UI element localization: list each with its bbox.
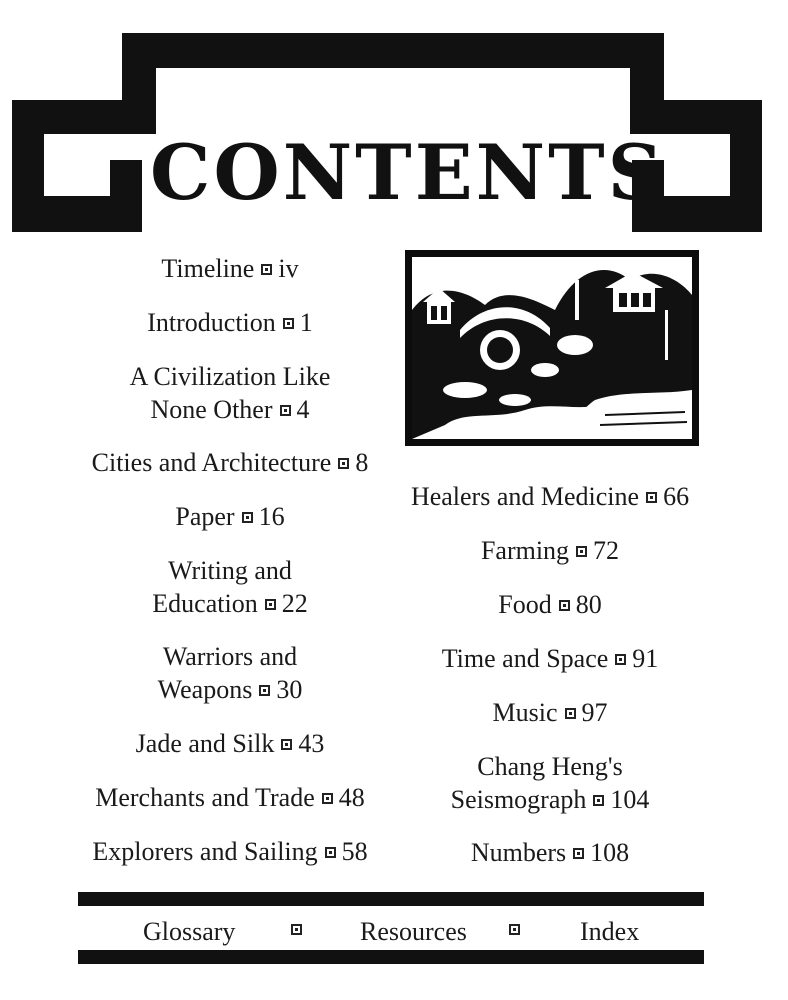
entry-label: Numbers (470, 838, 567, 867)
entry-label: Food (498, 590, 552, 619)
toc-entry-paper[interactable] (70, 500, 390, 533)
square-spiral-bullet-icon (259, 685, 270, 696)
toc-entry-warriors[interactable] (70, 640, 390, 706)
entry-label: Healers and Medicine (410, 482, 640, 511)
footer-link-resources[interactable]: Resources (360, 917, 467, 946)
toc-entry-farming[interactable] (400, 534, 700, 567)
entry-label: Cities and Architecture (91, 448, 332, 477)
entry-page: 1 (299, 308, 313, 337)
entry-label: Timeline (161, 254, 255, 283)
square-spiral-bullet-icon (615, 654, 626, 665)
square-spiral-bullet-icon (646, 492, 657, 503)
toc-entry-time-space[interactable] (400, 642, 700, 675)
entry-page: 48 (338, 783, 365, 812)
toc-entry-jade[interactable] (70, 727, 390, 760)
entry-label: Music (492, 698, 558, 727)
toc-entry-food[interactable] (400, 588, 700, 621)
square-spiral-bullet-icon (325, 847, 336, 858)
entry-page: iv (278, 254, 299, 283)
papercut-garden-pavilion-icon (405, 250, 699, 446)
entry-page: 66 (663, 482, 690, 511)
footer-link-index[interactable]: Index (580, 917, 640, 946)
square-spiral-bullet-icon (265, 599, 276, 610)
entry-label: Explorers and Sailing (92, 837, 318, 866)
entry-page: 30 (276, 675, 303, 704)
toc-entry-cities[interactable] (70, 446, 390, 479)
entry-page: 43 (298, 729, 325, 758)
square-spiral-bullet-icon (509, 924, 520, 935)
entry-label-line2: Education (152, 589, 258, 618)
entry-label-line2: Weapons (157, 675, 253, 704)
footer-link-glossary[interactable]: Glossary (143, 917, 236, 946)
toc-entry-explorers[interactable] (70, 835, 390, 868)
toc-entry-civilization[interactable] (70, 360, 390, 426)
square-spiral-bullet-icon (283, 318, 294, 329)
toc-entry-merchants[interactable] (70, 781, 390, 814)
page-title: CONTENTS (150, 128, 666, 217)
square-spiral-bullet-icon (559, 600, 570, 611)
entry-page: 91 (632, 644, 659, 673)
toc-entry-numbers[interactable] (400, 836, 700, 869)
entry-label: Paper (175, 502, 235, 531)
square-spiral-bullet-icon (261, 264, 272, 275)
entry-page: 80 (575, 590, 602, 619)
entry-page: 104 (610, 785, 650, 814)
toc-entry-music[interactable] (400, 696, 700, 729)
entry-page: 8 (355, 448, 369, 477)
entry-page: 16 (258, 502, 285, 531)
square-spiral-bullet-icon (242, 512, 253, 523)
entry-page: 4 (296, 395, 310, 424)
footer-rule-top (78, 892, 704, 906)
entry-label: Jade and Silk (135, 729, 275, 758)
square-spiral-bullet-icon (576, 546, 587, 557)
square-spiral-bullet-icon (338, 458, 349, 469)
entry-page: 108 (590, 838, 630, 867)
toc-entry-healers[interactable] (400, 480, 700, 513)
square-spiral-bullet-icon (280, 405, 291, 416)
square-spiral-bullet-icon (281, 739, 292, 750)
square-spiral-bullet-icon (291, 924, 302, 935)
toc-entry-timeline[interactable] (70, 252, 390, 285)
entry-label-line1: Writing and (168, 556, 292, 585)
entry-label: Time and Space (441, 644, 609, 673)
entry-label-line1: A Civilization Like (129, 362, 331, 391)
toc-entry-introduction[interactable] (70, 306, 390, 339)
footer-rule-bottom (78, 950, 704, 964)
entry-label: Introduction (147, 308, 276, 337)
square-spiral-bullet-icon (593, 795, 604, 806)
entry-label-line1: Chang Heng's (477, 752, 623, 781)
entry-page: 58 (341, 837, 368, 866)
entry-page: 22 (281, 589, 308, 618)
square-spiral-bullet-icon (565, 708, 576, 719)
square-spiral-bullet-icon (573, 848, 584, 859)
entry-label: Farming (480, 536, 570, 565)
entry-label-line2: Seismograph (450, 785, 587, 814)
square-spiral-bullet-icon (322, 793, 333, 804)
toc-entry-writing[interactable] (70, 554, 390, 620)
entry-label: Merchants and Trade (95, 783, 315, 812)
toc-entry-seismograph[interactable] (400, 750, 700, 816)
entry-label-line1: Warriors and (162, 642, 298, 671)
entry-label-line2: None Other (150, 395, 273, 424)
entry-page: 72 (593, 536, 620, 565)
entry-page: 97 (581, 698, 608, 727)
